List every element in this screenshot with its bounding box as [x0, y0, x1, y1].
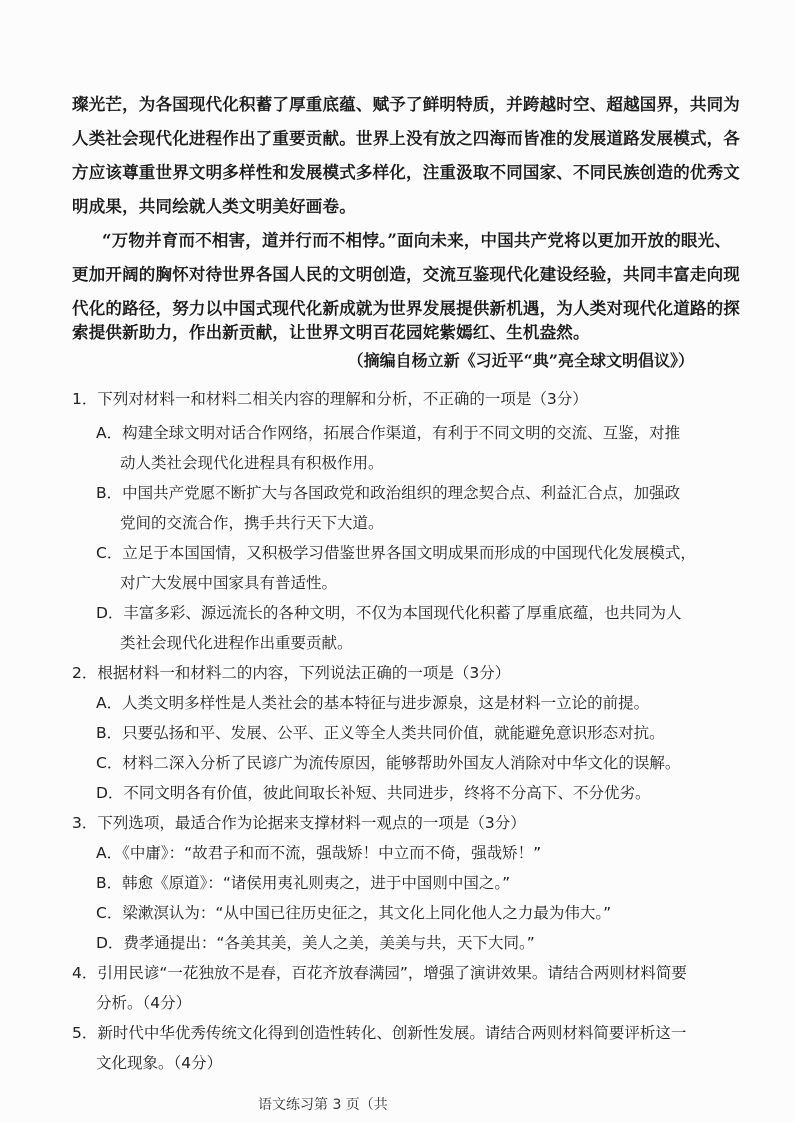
- question-stem: 4．引用民谚“一花独放不是春，百花齐放春满园”，增强了演讲效果。请结合两则材料简要: [72, 964, 687, 982]
- option-b: B．只要弘扬和平、发展、公平、正义等全人类共同价值，就能避免意识形态对抗。: [96, 724, 665, 742]
- passage-line: 索提供新助力，作出新贡献，让世界文明百花园姹紫嫣红、生机盎然。: [72, 323, 590, 342]
- passage-line: 璨光芒，为各国现代化积蓄了厚重底蕴、赋予了鲜明特质，并跨越时空、超越国界，共同为: [72, 95, 740, 114]
- option-c-line2: 对广大发展中国家具有普适性。: [120, 574, 338, 592]
- option-d-line2: 类社会现代化进程作出重要贡献。: [120, 634, 353, 652]
- passage-source: （摘编自杨立新《习近平“典”亮全球文明倡议》）: [347, 351, 694, 370]
- option-a-line1: A．构建全球文明对话合作网络，拓展合作渠道，有利于不同文明的交流、互鉴，对推: [96, 424, 681, 442]
- question-stem: 5．新时代中华优秀传统文化得到创造性转化、创新性发展。请结合两则材料简要评析这一: [72, 1024, 687, 1042]
- passage-line: 代化的路径，努力以中国式现代化新成就为世界发展提供新机遇，为人类对现代化道路的探: [72, 299, 740, 318]
- option-c: C．材料二深入分析了民谚广为流传原因，能够帮助外国友人消除对中华文化的误解。: [96, 754, 681, 772]
- option-a: A．《中庸》：“故君子和而不流，强哉矫！中立而不倚，强哉矫！”: [96, 844, 542, 862]
- passage-line: “万物并育而不相害，道并行而不相悖。”面向未来，中国共产党将以更加开放的眼光、: [102, 231, 732, 250]
- option-b: B．韩愈《原道》：“诸侯用夷礼则夷之，进于中国则中国之。”: [96, 874, 511, 892]
- option-d: D．不同文明各有价值，彼此间取长补短、共同进步，终将不分高下、不分优劣。: [96, 784, 651, 802]
- option-b-line1: B．中国共产党愿不断扩大与各国政党和政治组织的理念契合点、利益汇合点，加强政: [96, 484, 681, 502]
- passage-line: 方应该尊重世界文明多样性和发展模式多样化，注重汲取不同国家、不同民族创造的优秀文: [72, 163, 740, 182]
- option-a: A．人类文明多样性是人类社会的基本特征与进步源泉，这是材料一立论的前提。: [96, 694, 650, 712]
- passage-line: 更加开阔的胸怀对待世界各国人民的文明创造，交流互鉴现代化建设经验，共同丰富走向现: [72, 265, 740, 284]
- option-d-line1: D．丰富多彩、源远流长的各种文明，不仅为本国现代化积蓄了厚重底蕴，也共同为人: [96, 604, 682, 622]
- option-c: C．梁漱溟认为：“从中国已往历史征之，其文化上同化他人之力最为伟大。”: [96, 904, 612, 922]
- question-stem-cont: 文化现象。（4分）: [96, 1054, 223, 1072]
- question-stem: 2．根据材料一和材料二的内容，下列说法正确的一项是（3分）: [72, 664, 511, 682]
- question-stem: 1．下列对材料一和材料二相关内容的理解和分析，不正确的一项是（3分）: [72, 390, 588, 408]
- question-stem: 3．下列选项，最适合作为论据来支撑材料一观点的一项是（3分）: [72, 814, 526, 832]
- page-footer: 语文练习第 3 页（共: [258, 1097, 388, 1113]
- question-stem-cont: 分析。（4分）: [96, 994, 192, 1012]
- option-b-line2: 党间的交流合作，携手共行天下大道。: [120, 514, 384, 532]
- passage-line: 明成果，共同绘就人类文明美好画卷。: [72, 197, 356, 216]
- option-d: D．费孝通提出：“各美其美，美人之美，美美与共，天下大同。”: [96, 934, 535, 952]
- passage-line: 人类社会现代化进程作出了重要贡献。世界上没有放之四海而皆准的发展道路发展模式，各: [72, 129, 740, 148]
- option-a-line2: 动人类社会现代化进程具有积极作用。: [120, 454, 384, 472]
- passage: [72, 0, 740, 342]
- option-c-line1: C．立足于本国国情，又积极学习借鉴世界各国文明成果而形成的中国现代化发展模式，: [96, 544, 696, 562]
